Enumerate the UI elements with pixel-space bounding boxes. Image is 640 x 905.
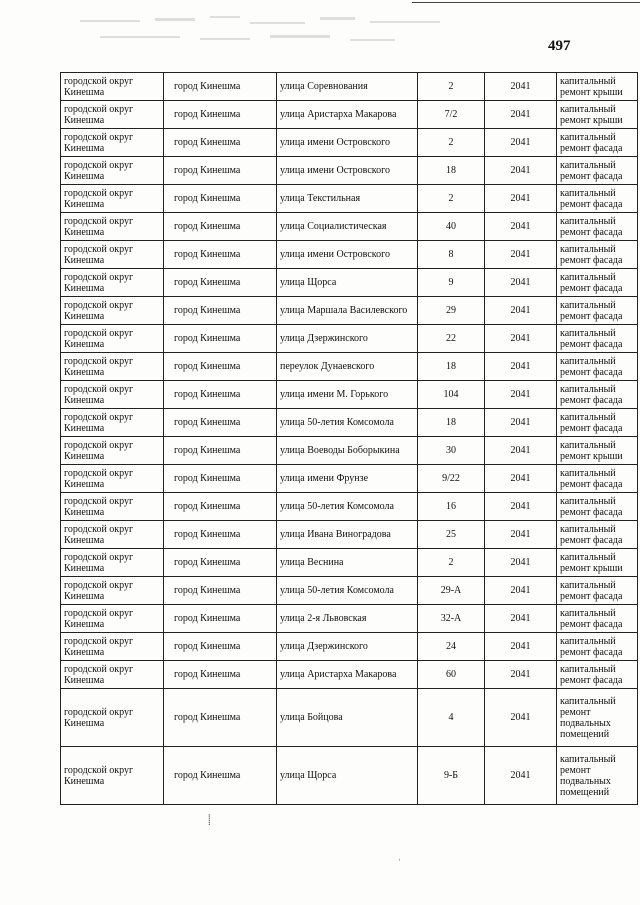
cell-okrug: городской округ Кинешма <box>61 269 164 297</box>
cell-year: 2041 <box>485 689 557 747</box>
table-row <box>61 689 638 747</box>
cell-street: улица Текстильная <box>277 185 418 213</box>
cell-okrug: городской округ Кинешма <box>61 297 164 325</box>
table-row <box>61 633 638 661</box>
cell-year: 2041 <box>485 269 557 297</box>
cell-okrug: городской округ Кинешма <box>61 157 164 185</box>
table-row <box>61 747 638 805</box>
cell-gorod: город Кинешма <box>164 325 277 353</box>
cell-okrug: городской округ Кинешма <box>61 689 164 747</box>
cell-okrug: городской округ Кинешма <box>61 185 164 213</box>
table-row <box>61 101 638 129</box>
cell-okrug: городской округ Кинешма <box>61 605 164 633</box>
cell-okrug: городской округ Кинешма <box>61 101 164 129</box>
cell-house: 18 <box>418 157 485 185</box>
table-row <box>61 73 638 101</box>
cell-okrug: городской округ Кинешма <box>61 437 164 465</box>
cell-house: 4 <box>418 689 485 747</box>
cell-year: 2041 <box>485 101 557 129</box>
cell-okrug: городской округ Кинешма <box>61 73 164 101</box>
cell-street: улица Щорса <box>277 269 418 297</box>
cell-year: 2041 <box>485 241 557 269</box>
cell-gorod: город Кинешма <box>164 297 277 325</box>
cell-year: 2041 <box>485 157 557 185</box>
cell-street: улица Воеводы Боборыкина <box>277 437 418 465</box>
cell-gorod: город Кинешма <box>164 521 277 549</box>
cell-work: капитальный ремонт фасада <box>557 325 638 353</box>
cell-street: улица имени Островского <box>277 157 418 185</box>
cell-work: капитальный ремонт фасада <box>557 381 638 409</box>
cell-year: 2041 <box>485 409 557 437</box>
cell-okrug: городской округ Кинешма <box>61 353 164 381</box>
cell-house: 60 <box>418 661 485 689</box>
cell-okrug: городской округ Кинешма <box>61 213 164 241</box>
cell-year: 2041 <box>485 185 557 213</box>
cell-okrug: городской округ Кинешма <box>61 465 164 493</box>
cell-year: 2041 <box>485 747 557 805</box>
table-row <box>61 493 638 521</box>
cell-work: капитальный ремонт фасада <box>557 297 638 325</box>
table-row <box>61 549 638 577</box>
cell-street: улица имени Островского <box>277 241 418 269</box>
cell-okrug: городской округ Кинешма <box>61 409 164 437</box>
table-row <box>61 661 638 689</box>
cell-street: улица Аристарха Макарова <box>277 661 418 689</box>
cell-gorod: город Кинешма <box>164 269 277 297</box>
cell-year: 2041 <box>485 661 557 689</box>
cell-gorod: город Кинешма <box>164 689 277 747</box>
cell-work: капитальный ремонт крыши <box>557 549 638 577</box>
scan-noise-artifact <box>60 8 520 58</box>
cell-gorod: город Кинешма <box>164 549 277 577</box>
cell-gorod: город Кинешма <box>164 747 277 805</box>
cell-house: 25 <box>418 521 485 549</box>
cell-work: капитальный ремонт подвальных помещений <box>557 747 638 805</box>
table-row <box>61 381 638 409</box>
cell-gorod: город Кинешма <box>164 661 277 689</box>
cell-gorod: город Кинешма <box>164 157 277 185</box>
cell-work: капитальный ремонт подвальных помещений <box>557 689 638 747</box>
cell-house: 9-Б <box>418 747 485 805</box>
margin-mark: ˈ <box>398 858 402 869</box>
cell-work: капитальный ремонт крыши <box>557 73 638 101</box>
cell-year: 2041 <box>485 633 557 661</box>
cell-okrug: городской округ Кинешма <box>61 577 164 605</box>
cell-house: 9 <box>418 269 485 297</box>
cell-gorod: город Кинешма <box>164 577 277 605</box>
cell-gorod: город Кинешма <box>164 465 277 493</box>
cell-gorod: город Кинешма <box>164 409 277 437</box>
table-row <box>61 129 638 157</box>
cell-house: 24 <box>418 633 485 661</box>
cell-street: улица Щорса <box>277 747 418 805</box>
cell-year: 2041 <box>485 381 557 409</box>
registry-table <box>60 72 638 805</box>
cell-year: 2041 <box>485 521 557 549</box>
cell-work: капитальный ремонт фасада <box>557 269 638 297</box>
cell-house: 7/2 <box>418 101 485 129</box>
cell-okrug: городской округ Кинешма <box>61 549 164 577</box>
cell-okrug: городской округ Кинешма <box>61 521 164 549</box>
cell-gorod: город Кинешма <box>164 605 277 633</box>
table-row <box>61 325 638 353</box>
cell-okrug: городской округ Кинешма <box>61 325 164 353</box>
cell-year: 2041 <box>485 549 557 577</box>
cell-gorod: город Кинешма <box>164 437 277 465</box>
cell-year: 2041 <box>485 213 557 241</box>
table-row <box>61 157 638 185</box>
page-number: 497 <box>548 38 571 54</box>
table-row <box>61 269 638 297</box>
cell-house: 104 <box>418 381 485 409</box>
cell-gorod: город Кинешма <box>164 241 277 269</box>
cell-year: 2041 <box>485 437 557 465</box>
cell-house: 2 <box>418 185 485 213</box>
cell-house: 9/22 <box>418 465 485 493</box>
cell-year: 2041 <box>485 577 557 605</box>
cell-year: 2041 <box>485 129 557 157</box>
cell-work: капитальный ремонт фасада <box>557 185 638 213</box>
table-row <box>61 353 638 381</box>
cell-year: 2041 <box>485 73 557 101</box>
cell-house: 8 <box>418 241 485 269</box>
cell-year: 2041 <box>485 353 557 381</box>
cell-street: улица 50-летия Комсомола <box>277 493 418 521</box>
cell-street: улица 50-летия Комсомола <box>277 409 418 437</box>
cell-okrug: городской округ Кинешма <box>61 493 164 521</box>
cell-street: улица Аристарха Макарова <box>277 101 418 129</box>
cell-street: улица 50-летия Комсомола <box>277 577 418 605</box>
cell-street: улица Дзержинского <box>277 325 418 353</box>
cell-street: улица имени Фрунзе <box>277 465 418 493</box>
cell-street: улица Бойцова <box>277 689 418 747</box>
cell-street: переулок Дунаевского <box>277 353 418 381</box>
cell-okrug: городской округ Кинешма <box>61 129 164 157</box>
margin-mark: ⸽ <box>208 815 211 826</box>
cell-work: капитальный ремонт крыши <box>557 437 638 465</box>
cell-house: 40 <box>418 213 485 241</box>
cell-house: 18 <box>418 353 485 381</box>
cell-okrug: городской округ Кинешма <box>61 747 164 805</box>
table-row <box>61 605 638 633</box>
cell-work: капитальный ремонт фасада <box>557 129 638 157</box>
cell-house: 22 <box>418 325 485 353</box>
cell-okrug: городской округ Кинешма <box>61 633 164 661</box>
cell-year: 2041 <box>485 325 557 353</box>
table-row <box>61 213 638 241</box>
cell-work: капитальный ремонт фасада <box>557 493 638 521</box>
cell-house: 29-А <box>418 577 485 605</box>
table-row <box>61 297 638 325</box>
cell-street: улица Маршала Василевского <box>277 297 418 325</box>
table-row <box>61 577 638 605</box>
cell-house: 29 <box>418 297 485 325</box>
cell-street: улица имени М. Горького <box>277 381 418 409</box>
cell-gorod: город Кинешма <box>164 381 277 409</box>
cell-street: улица имени Островского <box>277 129 418 157</box>
cell-street: улица Веснина <box>277 549 418 577</box>
scan-top-rule <box>412 2 640 3</box>
cell-okrug: городской округ Кинешма <box>61 661 164 689</box>
cell-house: 32-А <box>418 605 485 633</box>
cell-gorod: город Кинешма <box>164 185 277 213</box>
cell-house: 18 <box>418 409 485 437</box>
cell-house: 2 <box>418 73 485 101</box>
table-row <box>61 521 638 549</box>
cell-okrug: городской округ Кинешма <box>61 381 164 409</box>
cell-street: улица 2-я Львовская <box>277 605 418 633</box>
cell-work: капитальный ремонт фасада <box>557 521 638 549</box>
table-row <box>61 185 638 213</box>
cell-work: капитальный ремонт фасада <box>557 633 638 661</box>
cell-work: капитальный ремонт крыши <box>557 101 638 129</box>
cell-gorod: город Кинешма <box>164 633 277 661</box>
table-row <box>61 465 638 493</box>
cell-year: 2041 <box>485 493 557 521</box>
cell-house: 16 <box>418 493 485 521</box>
cell-work: капитальный ремонт фасада <box>557 605 638 633</box>
cell-house: 30 <box>418 437 485 465</box>
cell-gorod: город Кинешма <box>164 493 277 521</box>
cell-work: капитальный ремонт фасада <box>557 661 638 689</box>
table-row <box>61 241 638 269</box>
cell-work: капитальный ремонт фасада <box>557 577 638 605</box>
cell-gorod: город Кинешма <box>164 129 277 157</box>
cell-street: улица Дзержинского <box>277 633 418 661</box>
table-row <box>61 409 638 437</box>
cell-gorod: город Кинешма <box>164 73 277 101</box>
cell-work: капитальный ремонт фасада <box>557 241 638 269</box>
cell-street: улица Ивана Виноградова <box>277 521 418 549</box>
cell-gorod: город Кинешма <box>164 101 277 129</box>
table-row <box>61 437 638 465</box>
cell-year: 2041 <box>485 605 557 633</box>
cell-house: 2 <box>418 129 485 157</box>
cell-year: 2041 <box>485 465 557 493</box>
cell-okrug: городской округ Кинешма <box>61 241 164 269</box>
cell-work: капитальный ремонт фасада <box>557 465 638 493</box>
cell-work: капитальный ремонт фасада <box>557 409 638 437</box>
cell-work: капитальный ремонт фасада <box>557 353 638 381</box>
cell-house: 2 <box>418 549 485 577</box>
cell-street: улица Соревнования <box>277 73 418 101</box>
cell-street: улица Социалистическая <box>277 213 418 241</box>
cell-work: капитальный ремонт фасада <box>557 157 638 185</box>
cell-work: капитальный ремонт фасада <box>557 213 638 241</box>
cell-gorod: город Кинешма <box>164 353 277 381</box>
cell-year: 2041 <box>485 297 557 325</box>
cell-gorod: город Кинешма <box>164 213 277 241</box>
